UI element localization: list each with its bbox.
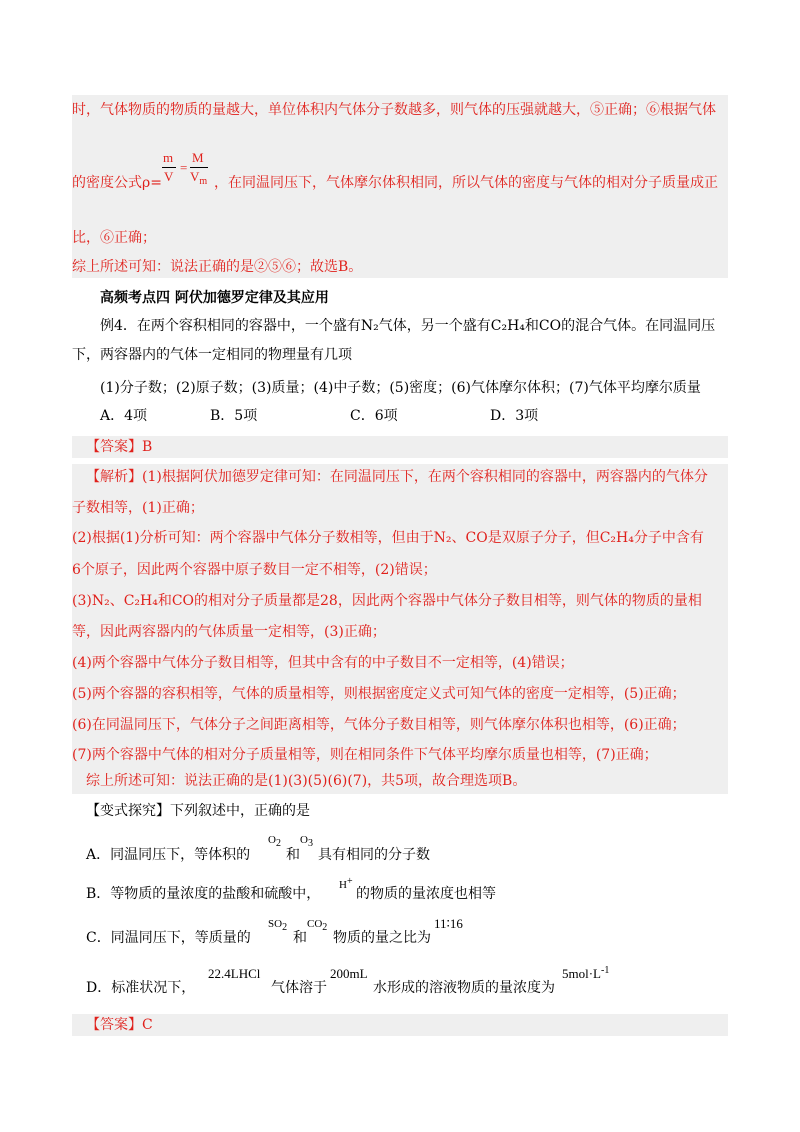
variant-c-ratio: 11∶16 bbox=[434, 916, 463, 931]
variant-c-co2: CO2 bbox=[307, 918, 328, 933]
analysis-line-11: 综上所述可知：说法正确的是(1)(3)(5)(6)(7)，共5项，故合理选项B。 bbox=[86, 773, 527, 789]
analysis-line-9: (6)在同温同压下，气体分子之间距离相等，气体分子数目相等，则气体摩尔体积也相等，(6)正确； bbox=[72, 717, 686, 733]
formula-eq: = bbox=[180, 160, 188, 175]
analysis-line-2: 子数相等，(1)正确； bbox=[72, 500, 204, 516]
option-d: D．3项 bbox=[490, 408, 539, 424]
variant-c-so2: SO2 bbox=[268, 918, 288, 933]
formula-Vm: $V_m$ bbox=[190, 169, 208, 187]
formula-M: M bbox=[192, 150, 204, 165]
variant-a-mid: 和 bbox=[286, 847, 300, 863]
option-b: B．5项 bbox=[210, 408, 258, 424]
variant-d-mid1: 气体溶于 bbox=[271, 980, 327, 996]
example-line-3: (1)分子数；(2)原子数；(3)质量；(4)中子数；(5)密度；(6)气体摩尔体积；(7)气体平均摩尔质量 bbox=[100, 380, 701, 396]
variant-b-post: 的物质的量浓度也相等 bbox=[356, 886, 496, 902]
answer-1: 【答案】B bbox=[86, 439, 153, 455]
variant-d-pre: D．标准状况下， bbox=[86, 980, 196, 996]
variant-a-post: 具有相同的分子数 bbox=[318, 847, 430, 863]
variant-title: 【变式探究】下列叙述中，正确的是 bbox=[86, 803, 310, 819]
shaded-block-answer1 bbox=[72, 436, 728, 458]
variant-c-mid: 和 bbox=[293, 930, 307, 946]
analysis-line-6: 等，因此两容器内的气体质量一定相等，(3)正确； bbox=[72, 624, 386, 640]
variant-d-hcl: 22.4LHCl bbox=[208, 966, 261, 981]
analysis-line-5: (3)N₂、C₂H₄和CO的相对分子质量都是28，因此两个容器中气体分子数目相等，则气体的物质的量相 bbox=[72, 593, 702, 609]
analysis-line-7: (4)两个容器中气体分子数目相等，但其中含有的中子数目不一定相等，(4)错误； bbox=[72, 655, 574, 671]
example-line-1: 例4．在两个容积相同的容器中，一个盛有N₂气体，另一个盛有C₂H₄和CO的混合气体。在同温同压 bbox=[100, 318, 716, 334]
top-line-1: 时，气体物质的物质的量越大，单位体积内气体分子数越多，则气体的压强就越大，⑤正确；⑥根据气体 bbox=[72, 102, 716, 118]
formula-bar-1 bbox=[162, 167, 176, 168]
answer-2: 【答案】C bbox=[86, 1017, 153, 1033]
section-title: 高频考点四 阿伏加德罗定律及其应用 bbox=[100, 290, 329, 306]
variant-b-h: H+ bbox=[339, 876, 353, 891]
variant-c-pre: C．同温同压下，等质量的 bbox=[86, 930, 251, 946]
option-c: C．6项 bbox=[350, 408, 398, 424]
variant-b-pre: B．等物质的量浓度的盐酸和硫酸中， bbox=[86, 886, 321, 902]
variant-a-o3: O3 bbox=[300, 834, 313, 849]
formula-v: V bbox=[164, 169, 174, 184]
analysis-line-10: (7)两个容器中气体的相对分子质量相等，则在相同条件下气体平均摩尔质量也相等，(7)正确； bbox=[72, 747, 658, 763]
variant-d-conc: $5mol\cdot L^{-1}$ bbox=[562, 965, 610, 981]
variant-d-volume: 200mL bbox=[330, 966, 368, 981]
top-line-3: 比，⑥正确； bbox=[72, 230, 156, 246]
analysis-line-3: (2)根据(1)分析可知：两个容器中气体分子数相等，但由于N₂、CO是双原子分子，但C₂H₄分子中含有 bbox=[72, 530, 704, 546]
formula-m: m bbox=[163, 150, 174, 165]
option-a: A．4项 bbox=[100, 408, 148, 424]
formula-bar-2 bbox=[190, 167, 208, 168]
analysis-line-4: 6个原子，因此两个容器中原子数目一定不相等，(2)错误； bbox=[72, 562, 437, 578]
analysis-line-1: 【解析】(1)根据阿伏加德罗定律可知：在同温同压下，在两个容积相同的容器中，两容器内的气体分 bbox=[86, 469, 708, 485]
top-line-2-prefix: 的密度公式ρ= bbox=[72, 175, 162, 191]
example-line-2: 下，两容器内的气体一定相同的物理量有几项 bbox=[72, 347, 352, 363]
variant-a-o2: O2 bbox=[268, 834, 281, 849]
top-line-2-suffix: ，在同温同压下，气体摩尔体积相同，所以气体的密度与气体的相对分子质量成正 bbox=[214, 175, 718, 191]
variant-a-pre: A．同温同压下，等体积的 bbox=[86, 847, 251, 863]
variant-d-mid2: 水形成的溶液物质的量浓度为 bbox=[373, 980, 555, 996]
analysis-line-8: (5)两个容器的容积相等，气体的质量相等，则根据密度定义式可知气体的密度一定相等，(5)正确； bbox=[72, 686, 686, 702]
top-line-4: 综上所述可知：说法正确的是②⑤⑥；故选B。 bbox=[72, 259, 363, 275]
shaded-block-answer2 bbox=[72, 1014, 728, 1036]
variant-c-post: 物质的量之比为 bbox=[333, 930, 431, 946]
